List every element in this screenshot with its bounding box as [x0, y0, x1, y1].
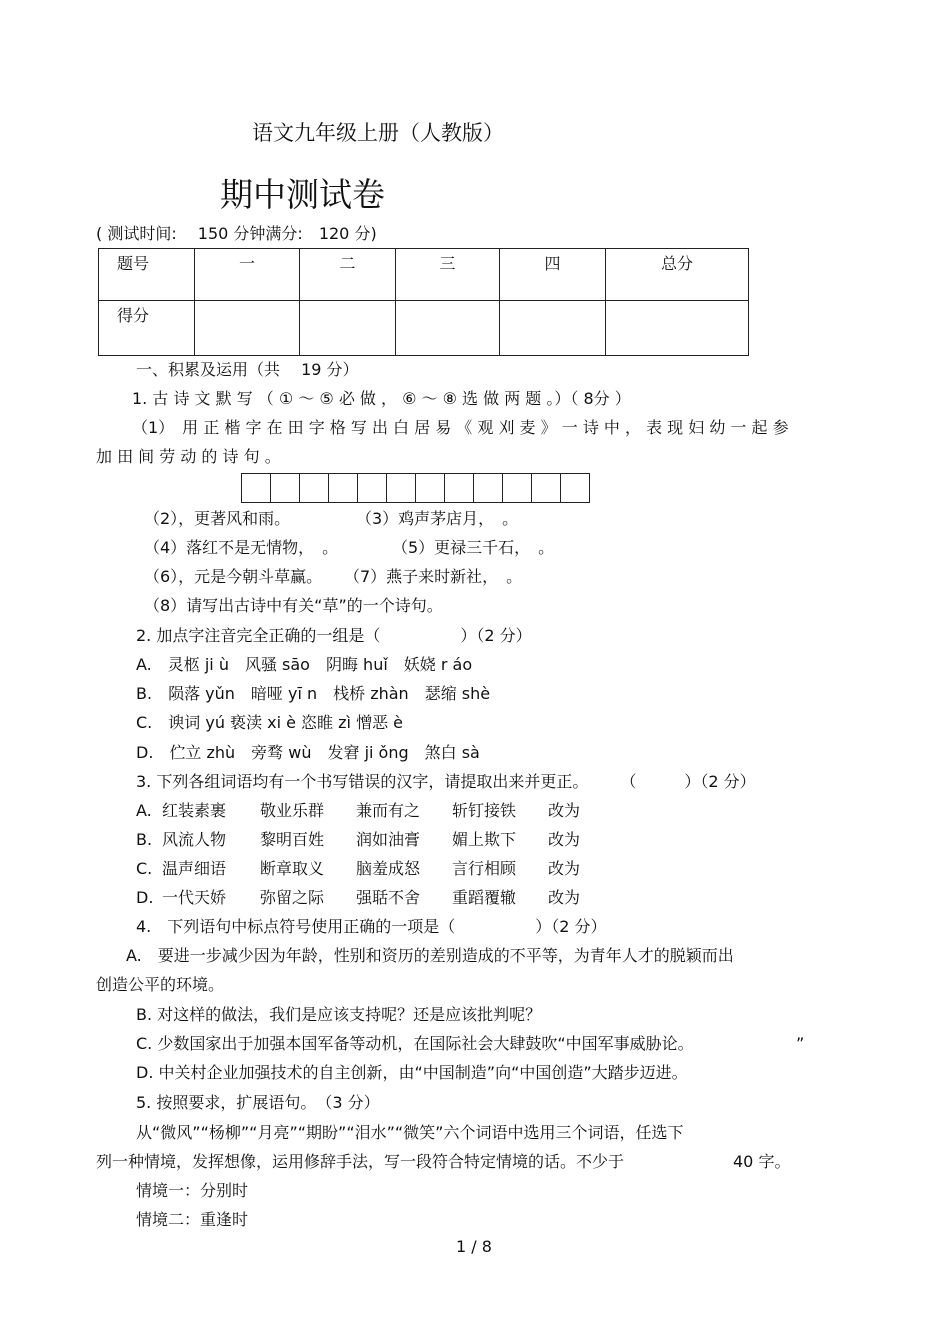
- q4-option-a-line1: A. 要进一步减少因为年龄，性别和资历的差别造成的不平等，为青年人才的脱颖而出: [126, 946, 734, 965]
- q1-line2: （2），更著风和雨。: [144, 509, 291, 528]
- score-cell: 三: [396, 249, 500, 301]
- q5-prompt-line2: 列一种情境，发挥想像，运用修辞手法，写一段符合特定情境的话。不少于: [96, 1152, 625, 1171]
- q4-option-b: B. 对这样的做法，我们是应该支持呢？还是应该批判呢？: [136, 1005, 542, 1024]
- subject-heading: 语文九年级上册（人教版）: [252, 121, 504, 145]
- q3-word: 言行相顾: [452, 859, 517, 878]
- score-cell: 得分: [99, 301, 195, 356]
- q1-part1-line1: （1） 用 正 楷 字 在 田 字 格 写 出 白 居 易 《 观 刈 麦 》 一 诗 中 ， 表 现 妇 幼 一 起 参: [132, 418, 789, 437]
- q3-word: 润如油膏: [356, 830, 421, 849]
- q2-stem: 2. 加点字注音完全正确的一组是（ ）（2 分）: [136, 626, 532, 645]
- q3-word: 兼而有之: [356, 801, 421, 820]
- tianzige-grid[interactable]: [241, 473, 590, 503]
- q1-line8: （8）请写出古诗中有关“草”的一个诗句。: [144, 596, 443, 615]
- exam-title: 期中测试卷: [220, 175, 385, 214]
- score-cell: 题号: [99, 249, 195, 301]
- q3-option-letter: C.: [136, 859, 153, 878]
- q2-option-c: C. 谀词 yú 亵渎 xi è 恣睢 zì 憎恶 è: [136, 713, 404, 732]
- score-cell[interactable]: [606, 301, 749, 356]
- q1-part1-line2: 加 田 间 劳 动 的 诗 句 。: [96, 447, 281, 466]
- q3-word: 风流人物: [162, 830, 227, 849]
- q1-line6: （6），元是今朝斗草赢。: [144, 567, 323, 586]
- q4-stem: 4. 下列语句中标点符号使用正确的一项是（ ）（2 分）: [136, 917, 607, 936]
- q3-word: 重蹈覆辙: [452, 888, 517, 907]
- q3-word: 敬业乐群: [260, 801, 325, 820]
- q1-line5: （5）更禄三千石， 。: [392, 538, 555, 557]
- q3-change-label: 改为: [548, 801, 581, 820]
- q3-option-letter: D.: [136, 888, 154, 907]
- q1-line4: （4）落红不是无情物， 。: [144, 538, 339, 557]
- exam-meta: ( 测试时间: 150 分钟满分: 120 分): [96, 224, 377, 243]
- q5-prompt-word-count: 40 字。: [733, 1152, 791, 1171]
- q1-line7: （7）燕子来时新社， 。: [344, 567, 523, 586]
- q3-word: 温声细语: [162, 859, 227, 878]
- score-table-score-row: [99, 301, 749, 356]
- q3-word: 斩钉接铁: [452, 801, 517, 820]
- q3-word: 强聒不舍: [356, 888, 421, 907]
- q1-line3: （3）鸡声茅店月， 。: [356, 509, 519, 528]
- score-cell[interactable]: [195, 301, 300, 356]
- score-cell[interactable]: [396, 301, 500, 356]
- section1-heading: 一、积累及运用（共 19 分）: [136, 360, 359, 379]
- q3-option-letter: B.: [136, 830, 153, 849]
- score-cell: 四: [500, 249, 606, 301]
- q5-scenario-1: 情境一：分别时: [136, 1181, 249, 1200]
- q2-option-d: D. 伫立 zhù 旁骛 wù 发窘 ji ǒng 煞白 sà: [136, 743, 480, 762]
- q3-option-letter: A.: [136, 801, 152, 820]
- score-table: [98, 248, 749, 356]
- q3-word: 断章取义: [260, 859, 325, 878]
- q5-scenario-2: 情境二：重逢时: [136, 1210, 249, 1229]
- score-cell[interactable]: [500, 301, 606, 356]
- q3-word: 媚上欺下: [452, 830, 517, 849]
- score-table-header-row: [99, 249, 749, 301]
- q4-option-a-line2: 创造公平的环境。: [96, 975, 225, 994]
- q5-stem: 5. 按照要求，扩展语句。 （3 分）: [136, 1093, 380, 1112]
- q1-stem: 1. 古 诗 文 默 写 （ ① ～ ⑤ 必 做 ， ⑥ ～ ⑧ 选 做 两 题 。）（ 8分 ）: [132, 389, 631, 408]
- q5-prompt-line1: 从“微风”“杨柳”“月亮”“期盼”“泪水”“微笑”六个词语中选用三个词语，任选下: [136, 1123, 684, 1142]
- q2-option-a: A. 灵柩 ji ù 风骚 sāo 阴晦 huǐ 妖娆 r áo: [136, 655, 473, 674]
- q3-word: 红装素裹: [162, 801, 227, 820]
- q4-option-c-quote: ”: [796, 1034, 805, 1053]
- q2-option-b: B. 陨落 yǔn 暗哑 yī n 栈桥 zhàn 瑟缩 shè: [136, 684, 491, 703]
- q3-word: 黎明百姓: [260, 830, 325, 849]
- q4-option-c: C. 少数国家出于加强本国军备等动机，在国际社会大肆鼓吹“中国军事威胁论。: [136, 1034, 694, 1053]
- page-number: 1 / 8: [456, 1237, 492, 1256]
- score-cell[interactable]: [300, 301, 396, 356]
- score-cell: 一: [195, 249, 300, 301]
- q4-option-d: D. 中关村企业加强技术的自主创新，由“中国制造”向“中国创造”大踏步迈进。: [136, 1063, 688, 1082]
- q3-word: 弥留之际: [260, 888, 325, 907]
- score-cell: 二: [300, 249, 396, 301]
- q3-change-label: 改为: [548, 830, 581, 849]
- q3-change-label: 改为: [548, 859, 581, 878]
- score-cell: 总分: [606, 249, 749, 301]
- q3-stem: 3. 下列各组词语均有一个书写错误的汉字，请提取出来并更正。 （ ）（2 分）: [136, 772, 756, 791]
- q3-word: 一代天娇: [162, 888, 227, 907]
- q3-word: 脑羞成怒: [356, 859, 421, 878]
- q3-change-label: 改为: [548, 888, 581, 907]
